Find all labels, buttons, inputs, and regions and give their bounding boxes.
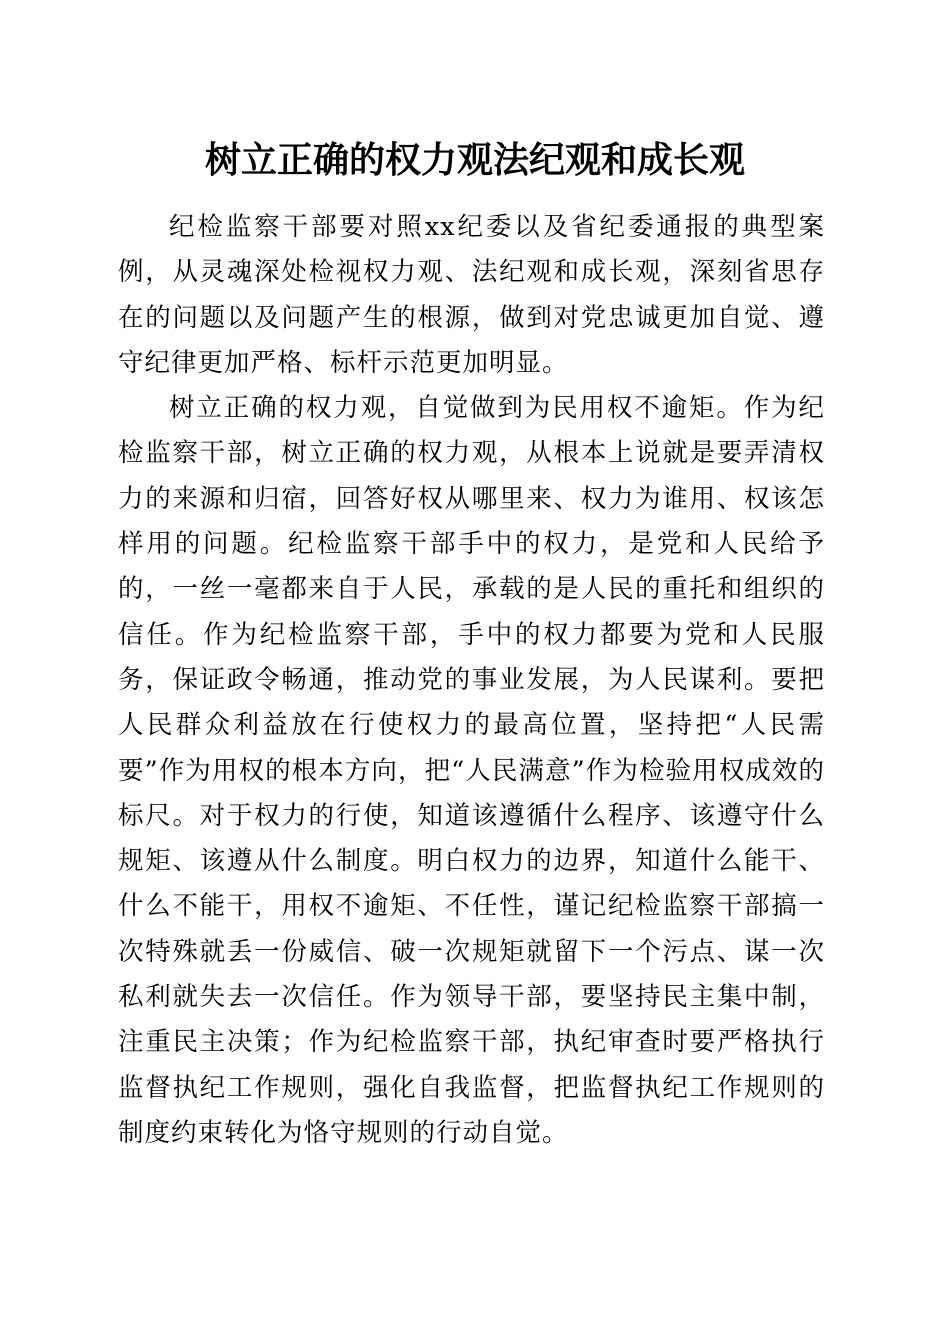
document-body — [118, 205, 825, 1156]
paragraph-power-view: 树立正确的权力观，自觉做到为民用权不逾矩。作为纪检监察干部，树立正确的权力观，从根本上说就是要弄清权力的来源和归宿，回答好权从哪里来、权力为谁用、权该怎样用的问题。纪检监察干部手中的权力，是党和人民给予的，一丝一毫都来自于人民，承载的是人民的重托和组织的信任。作为纪检监察干部，手中的权力都要为党和人民服务，保证政令畅通，推动党的事业发展，为人民谋利。要把人民群众利益放在行使权力的最高位置，坚持把“人民需要”作为用权的根本方向，把“人民满意”作为检验用权成效的标尺。对于权力的行使，知道该遵循什么程序、该遵守什么规矩、该遵从什么制度。明白权力的边界，知道什么能干、什么不能干，用权不逾矩、不任性，谨记纪检监察干部搞一次特殊就丢一份威信、破一次规矩就留下一个污点、谋一次私利就失去一次信任。作为领导干部，要坚持民主集中制，注重民主决策；作为纪检监察干部，执纪审查时要严格执行监督执纪工作规则，强化自我监督，把监督执纪工作规则的制度约束转化为恪守规则的行动自觉。 — [118, 393, 825, 1148]
document-title: 树立正确的权力观法纪观和成长观 — [204, 139, 745, 181]
paragraph-intro: 纪检监察干部要对照xx纪委以及省纪委通报的典型案例，从灵魂深处检视权力观、法纪观和成长观，深刻省思存在的问题以及问题产生的根源，做到对党忠诚更加自觉、遵守纪律更加严格、标杆示范更加明显。 — [118, 212, 825, 378]
